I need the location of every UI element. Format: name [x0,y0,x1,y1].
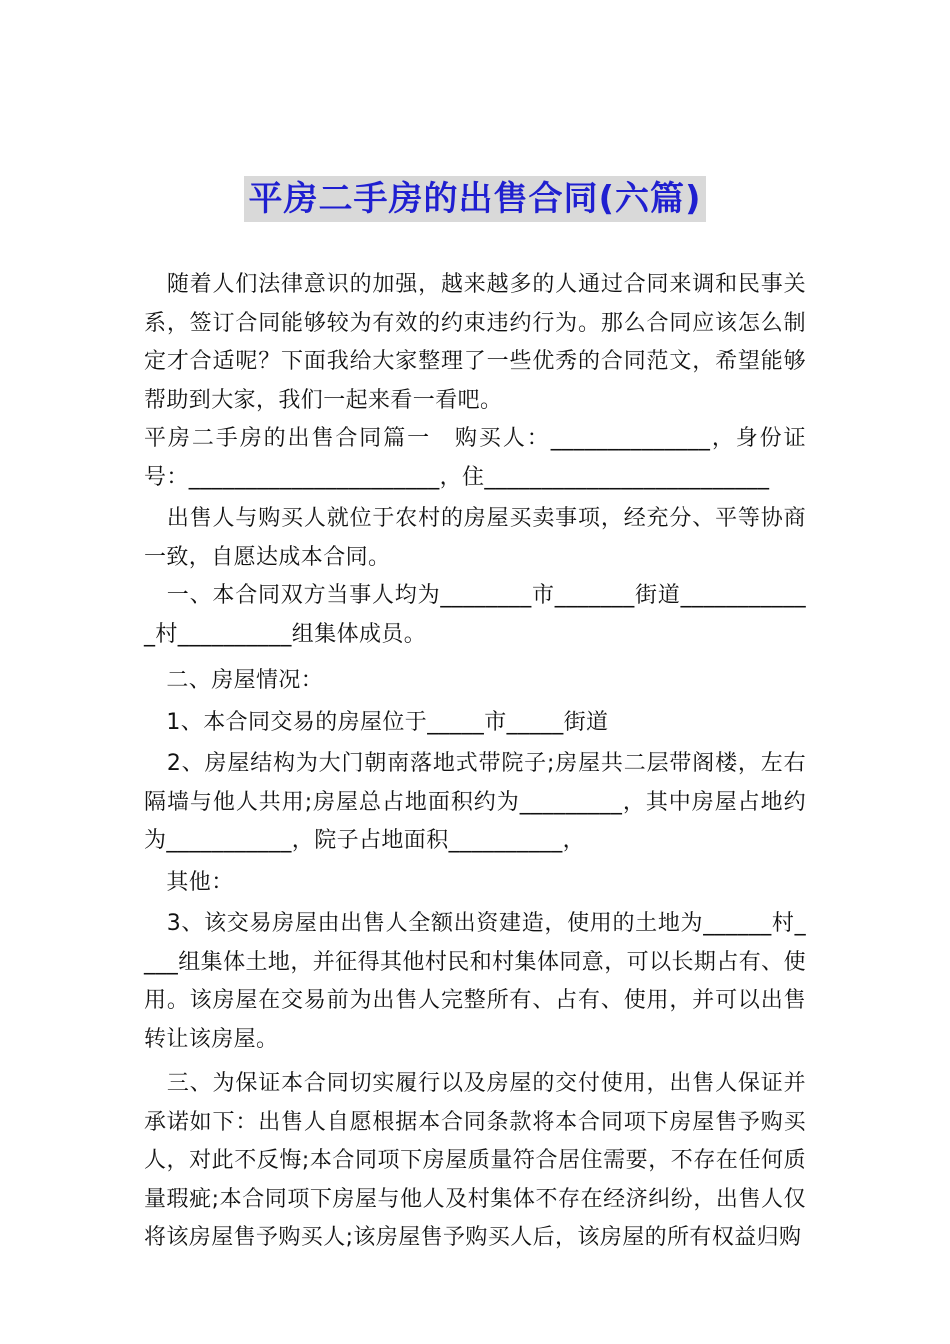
intro-paragraph: 随着人们法律意识的加强，越来越多的人通过合同来调和民事关系，签订合同能够较为有效的约束违约行为。那么合同应该怎么制定才合适呢？下面我给大家整理了一些优秀的合同范文，希望能够帮助到大家，我们一起来看一看吧。 [144,272,806,413]
title-container [0,176,950,222]
agreement-paragraph: 出售人与购买人就位于农村的房屋买卖事项，经充分、平等协商一致，自愿达成本合同。 [144,506,806,570]
document-body [144,266,806,1258]
other-heading: 其他： [144,869,234,895]
contract-heading-paragraph: 平房二手房的出售合同篇一 购买人：______________，身份证号：______________________，住_________________________ [144,426,806,490]
clause-two-heading: 二、房屋情况： [144,668,324,693]
clause-one-paragraph: 一、本合同双方当事人均为________市_______街道____________村__________组集体成员。 [144,583,806,647]
item-three-paragraph: 3、该交易房屋由出售人全额出资建造，使用的土地为______村____组集体土地，并征得其他村民和村集体同意，可以长期占有、使用。该房屋在交易前为出售人完整所有、占有、使用，并可以出售转让该房屋。 [144,911,806,1052]
item-two-paragraph: 2、房屋结构为大门朝南落地式带院子;房屋共二层带阁楼，左右隔墙与他人共用;房屋总占地面积约为_________，其中房屋占地约为___________，院子占地面积__________， [144,751,806,853]
document-title: 平房二手房的出售合同(六篇) [244,176,705,222]
clause-three-paragraph: 三、为保证本合同切实履行以及房屋的交付使用，出售人保证并承诺如下：出售人自愿根据本合同条款将本合同项下房屋售予购买人，对此不反悔;本合同项下房屋质量符合居住需要，不存在任何质量瑕疵;本合同项下房屋与他人及村集体不存在经济纠纷，出售人仅将该房屋售予购买人;该房屋售予购买人后，该房屋的所有权益归购 [144,1071,806,1250]
item-one-paragraph: 1、本合同交易的房屋位于_____市_____街道 [144,709,609,735]
